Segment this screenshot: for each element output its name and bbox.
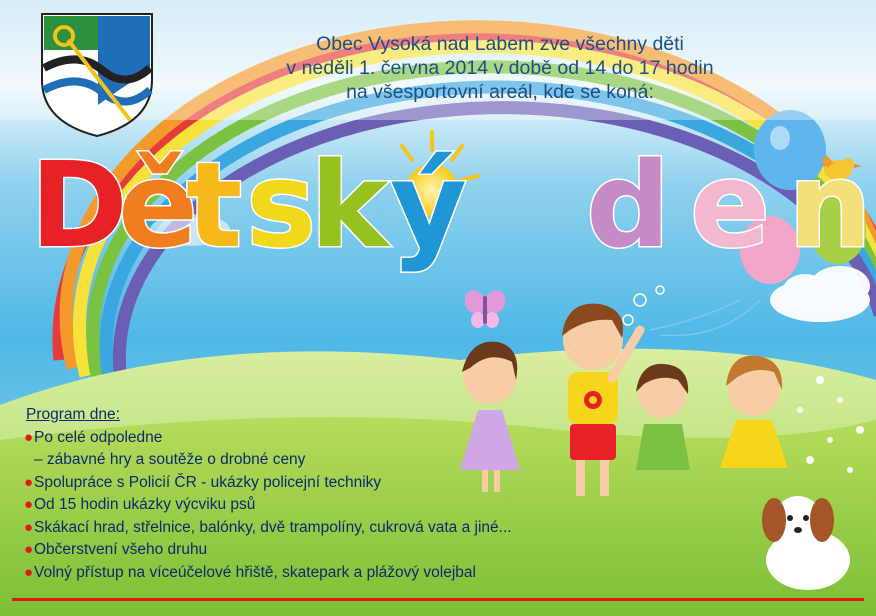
program-item: [24, 562, 512, 585]
header-line-3: na všesportovní areál, kde se koná:: [346, 81, 654, 103]
bullet-icon: ●: [24, 518, 34, 536]
bullet-icon: ●: [24, 541, 34, 558]
event-title-svg: [30, 128, 876, 274]
program-item: [24, 539, 512, 562]
program-item: [24, 494, 512, 517]
program-item: [24, 449, 512, 472]
title-letter: ě: [118, 136, 199, 274]
program-list: [24, 427, 512, 585]
bullet-icon: ●: [24, 496, 34, 513]
bullet-icon: ●: [24, 563, 34, 581]
title-letter: n: [788, 136, 873, 274]
program-item-text: Skákací hrad, střelnice, balónky, dvě trampolíny, cukrová vata a jiné...: [34, 518, 512, 536]
program-item: [24, 427, 512, 450]
title-letter: e: [690, 136, 771, 274]
invitation-header: [180, 32, 820, 104]
program-item-text: Spolupráce s Policií ČR - ukázky policejní techniky: [34, 473, 382, 491]
bottom-divider: [12, 598, 864, 601]
bullet-icon: ●: [24, 473, 34, 491]
coat-of-arms-icon: [38, 10, 156, 140]
title-letter: D: [30, 136, 128, 274]
header-line-2: v neděli 1. června 2014 v době od 14 do 17 hodin: [286, 57, 714, 79]
title-letter: t: [186, 136, 243, 274]
event-title: [30, 128, 876, 274]
program-item-text: – zábavné hry a soutěže o drobné ceny: [34, 451, 306, 468]
program-section: [24, 404, 512, 584]
title-letter: k: [310, 136, 389, 274]
header-line-1: Obec Vysoká nad Labem zve všechny děti: [316, 33, 684, 55]
program-item: [24, 472, 512, 495]
program-item-text: Od 15 hodin ukázky výcviku psů: [34, 496, 256, 513]
program-item-text: Občerstvení všeho druhu: [34, 541, 208, 558]
title-letter: d: [586, 136, 671, 274]
program-item: [24, 517, 512, 540]
program-item-text: Volný přístup na víceúčelové hřiště, skatepark a plážový volejbal: [34, 563, 476, 581]
program-heading: Program dne:: [26, 406, 120, 423]
title-letter: s: [246, 136, 317, 274]
program-item-text: Po celé odpoledne: [34, 428, 163, 446]
title-letter: ý: [390, 136, 467, 274]
bullet-icon: ●: [24, 428, 34, 446]
butterfly-icon: [461, 287, 509, 328]
